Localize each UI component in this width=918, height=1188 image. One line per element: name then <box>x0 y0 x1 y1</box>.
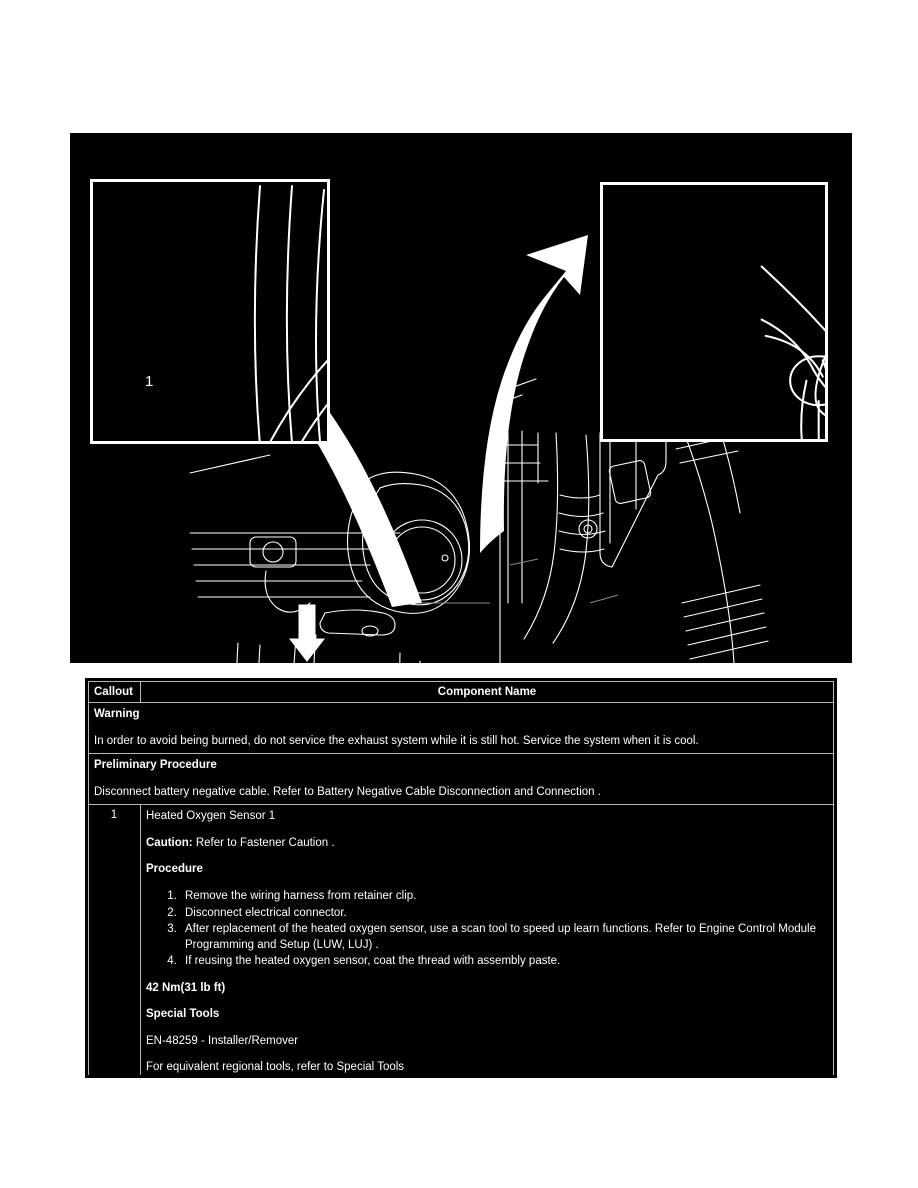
procedure-step: 4. If reusing the heated oxygen sensor, coat the thread with assembly paste. <box>180 954 827 970</box>
warning-heading: Warning <box>94 708 140 721</box>
procedure-step: 3. After replacement of the heated oxygen sensor, use a scan tool to speed up learn functions. Refer to Engine Control Module Programming and Setup (LUW, LUJ) . <box>180 922 827 953</box>
left-inset <box>90 179 330 444</box>
warning-row <box>89 703 834 754</box>
component-name-text: Heated Oxygen Sensor 1 <box>146 810 276 823</box>
row-callout-number: 1 <box>89 805 141 1078</box>
component-table <box>85 678 837 1078</box>
illustration-panel <box>70 133 852 663</box>
procedure-heading: Procedure <box>146 863 203 876</box>
caution-label: Caution: <box>146 836 193 849</box>
caution-line <box>146 836 827 852</box>
caution-text: Refer to Fastener Caution . <box>192 836 335 849</box>
equivalent-tools-note: For equivalent regional tools, refer to Special Tools <box>146 1061 405 1074</box>
procedure-step: 1. Remove the wiring harness from retainer clip. <box>180 889 827 905</box>
connector-up-arrow-icon <box>603 185 828 442</box>
preliminary-cell <box>89 754 834 805</box>
table-row <box>89 805 834 1078</box>
header-component-name: Component Name <box>141 682 834 703</box>
torque-spec: 42 Nm(31 lb ft) <box>146 981 226 994</box>
special-tools-heading: Special Tools <box>146 1008 220 1021</box>
table-header-row <box>89 682 834 703</box>
procedure-step: 2. Disconnect electrical connector. <box>180 906 827 922</box>
right-inset <box>600 182 828 442</box>
procedure-step-list <box>146 889 827 970</box>
preliminary-heading: Preliminary Procedure <box>94 759 217 772</box>
left-inset-line-art <box>93 182 330 444</box>
header-callout: Callout <box>89 682 141 703</box>
warning-cell <box>89 703 834 754</box>
row-component-detail <box>141 805 834 1078</box>
left-inset-callout-1: 1 <box>145 373 154 390</box>
special-tool-item: EN-48259 - Installer/Remover <box>146 1034 299 1047</box>
warning-text: In order to avoid being burned, do not service the exhaust system while it is still hot. Service the system when it is cool. <box>94 734 699 747</box>
preliminary-text: Disconnect battery negative cable. Refer to Battery Negative Cable Disconnection and Connection . <box>94 785 601 798</box>
preliminary-procedure-row <box>89 754 834 805</box>
